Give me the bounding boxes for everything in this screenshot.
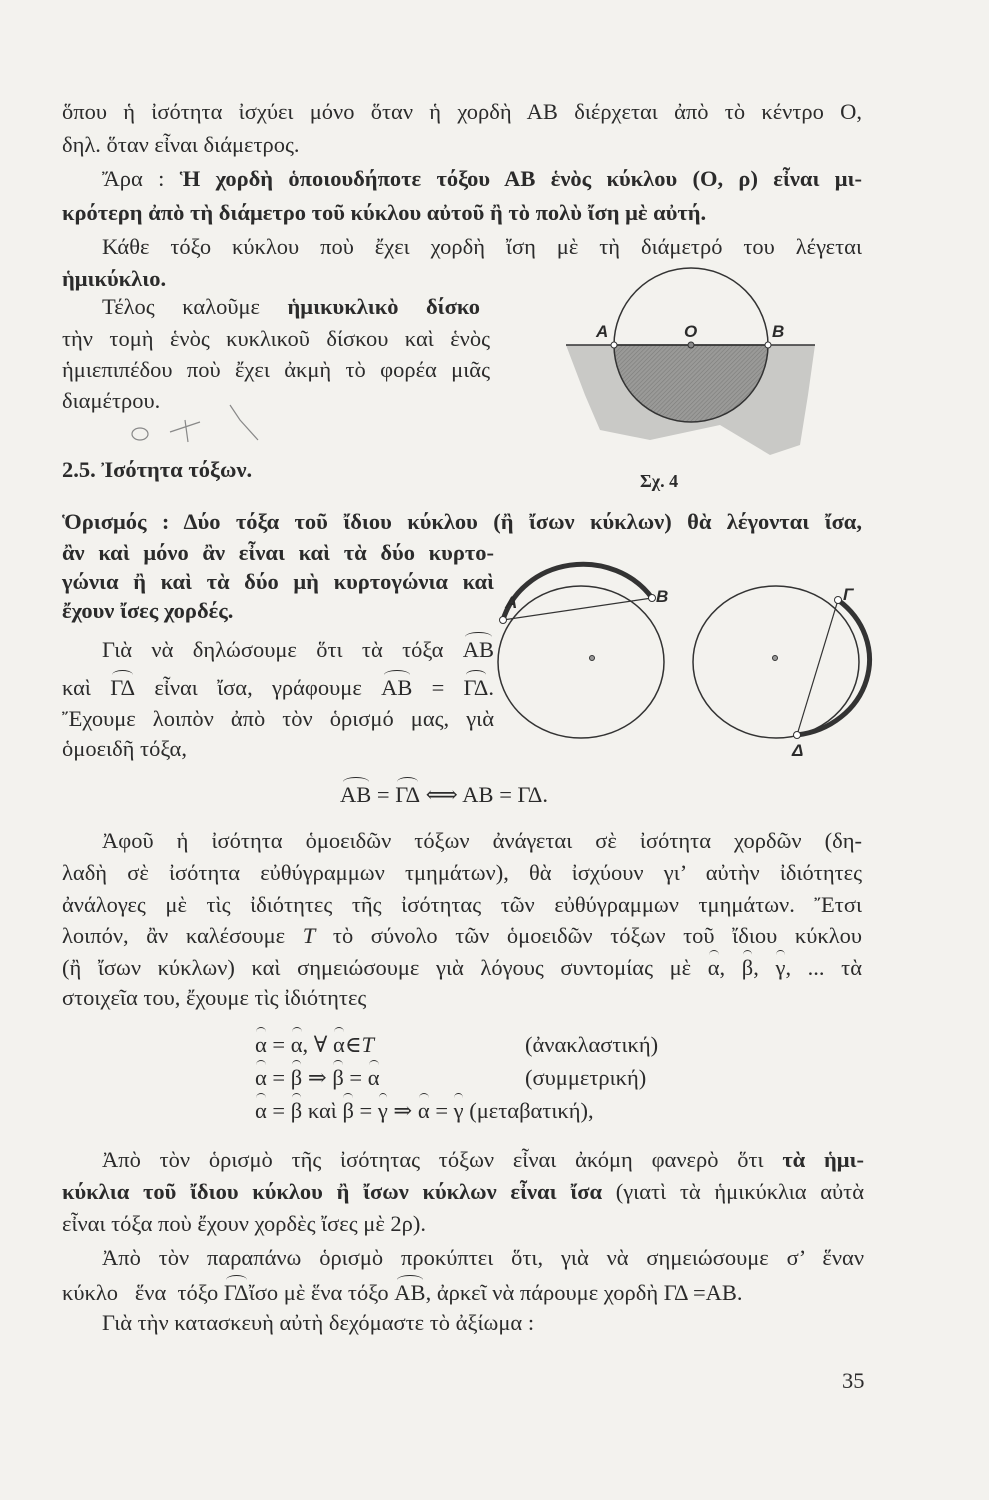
properties-line: ἀνάλογες μὲ τὶς ἰδιότητες τῆς ἰσότητας τῶν εὐθύγραμμων τμημάτων. Ἔτσι	[62, 892, 862, 917]
text: , ∀	[302, 1032, 334, 1057]
definition-line: γώνια ἢ καὶ τὰ δύο μὴ κυρτογώνια καὶ	[62, 569, 494, 594]
arc-ab-symbol: AB	[463, 635, 494, 665]
equivalence-formula	[340, 780, 548, 810]
set-t: T	[302, 923, 316, 948]
properties-line: (ἢ ἴσων κύκλων) καὶ σημειώσουμε γιὰ λόγους συντομίας μὲ α, β, γ, ... τὰ	[62, 953, 862, 983]
arc-alpha: α	[255, 1096, 267, 1126]
arc-beta: β	[342, 1096, 353, 1126]
semis-line	[102, 1145, 864, 1175]
text: (ἢ ἴσων κύκλων) καὶ σημειώσουμε γιὰ λόγους συντομίας μὲ	[62, 955, 708, 980]
arc-gamma: γ	[454, 1096, 464, 1126]
semis-line: εἶναι τόξα ποὺ ἔχουν χορδὲς ἴσες μὲ 2ρ).	[62, 1211, 426, 1236]
arc-ab-symbol: AB	[340, 780, 371, 810]
arc-beta: β	[291, 1063, 302, 1093]
point-b-label: B	[772, 322, 785, 341]
text: καὶ	[302, 1098, 343, 1123]
arc-beta: β	[291, 1096, 302, 1126]
text: Γιὰ νὰ δηλώσουμε ὅτι τὰ τόξα	[102, 637, 463, 662]
definition-line: ἂν καὶ μόνο ἂν εἶναι καὶ τὰ δύο κυρτο-	[62, 540, 494, 565]
arc-ab-symbol: AB	[394, 1278, 425, 1308]
text: (γιατὶ τὰ ἡμικύκλια αὐτὰ	[602, 1179, 865, 1204]
arc-alpha: α	[333, 1030, 345, 1060]
arc-gd-symbol: ΓΔ	[395, 780, 420, 810]
arc-alpha: α	[368, 1063, 380, 1093]
definition-line: ἔχουν ἴσες χορδές.	[62, 598, 234, 623]
text: κύκλο ἕνα τόξο	[62, 1280, 224, 1305]
construction-line	[62, 1278, 743, 1308]
notation-line	[102, 635, 494, 665]
disk-term: ἡμικυκλικὸ δίσκο	[287, 294, 480, 319]
semis-line	[62, 1177, 864, 1207]
properties-line: λαδὴ σὲ ἰσότητα εὐθύγραμμων τμημάτων), θὰ ἰσχύουν γι’ αὐτὴν ἰδιότητες	[62, 860, 862, 885]
text: =	[412, 675, 464, 700]
figure-5-equal-arcs	[498, 564, 870, 760]
figure-4-caption: Σχ. 4	[640, 471, 679, 491]
arc-alpha: α	[418, 1096, 430, 1126]
text: =	[371, 782, 396, 807]
formula-label: (συμμετρική)	[525, 1065, 647, 1090]
point-a-label: A	[596, 322, 609, 341]
notation-line: ὁμοειδῆ τόξα,	[62, 736, 187, 761]
point-d-label: Δ	[792, 741, 804, 760]
page-number: 35	[842, 1368, 865, 1393]
text: ⇒	[302, 1065, 333, 1090]
text: λοιπόν, ἂν καλέσουμε	[62, 923, 303, 948]
disk-def-line: τὴν τομὴ ἑνὸς κυκλικοῦ δίσκου καὶ ἑνὸς	[62, 326, 490, 351]
text: ⇒	[387, 1098, 418, 1123]
arc-alpha: α	[255, 1030, 267, 1060]
arc-ab-symbol: AB	[381, 673, 412, 703]
properties-line: Ἀφοῦ ἡ ἰσότητα ὁμοειδῶν τόξων ἀνάγεται σὲ ἰσότητα χορδῶν (δη-	[102, 828, 862, 853]
semicircle-def-line: Κάθε τόξο κύκλου ποὺ ἔχει χορδὴ ἴση μὲ τὴ διάμετρό του λέγεται	[102, 234, 862, 259]
arc-alpha: α	[255, 1063, 267, 1093]
text: ∈	[344, 1032, 362, 1057]
formula-transitive: α = β καὶ β = γ ⇒ α = γ (μεταβατική),	[255, 1096, 594, 1126]
disk-def-line	[102, 292, 480, 322]
point-o-label: O	[684, 322, 698, 341]
disk-def-line: διαμέτρου.	[62, 388, 161, 413]
text: καὶ	[62, 675, 111, 700]
notation-line	[62, 673, 494, 703]
figure-4-semicircular-disk	[566, 268, 815, 491]
section-heading: 2.5. Ἰσότητα τόξων.	[62, 457, 253, 482]
conclusion-line: κρότερη ἀπὸ τὴ διάμετρο τοῦ κύκλου αὐτοῦ ἢ τὸ πολὺ ἴση μὲ αὐτή.	[62, 200, 707, 225]
arc-beta: β	[742, 953, 753, 983]
paragraph-line: ὅπου ἡ ἰσότητα ἰσχύει μόνο ὅταν ἡ χορδὴ ΑΒ διέρχεται ἀπὸ τὸ κέντρο Ο,	[62, 99, 862, 124]
paragraph-line: δηλ. ὅταν εἶναι διάμετρος.	[62, 132, 300, 157]
formula-reflexive: α = α, ∀ α∈T	[255, 1030, 374, 1060]
text: .	[488, 675, 494, 700]
text: εἶναι ἴσα, γράφουμε	[135, 675, 382, 700]
properties-line	[62, 921, 862, 951]
set-t: T	[361, 1032, 374, 1057]
definition-line: Ὁρισμός : Δύο τόξα τοῦ ἴδιου κύκλου (ἢ ἴσων κύκλων) θὰ λέγονται ἴσα,	[62, 509, 862, 534]
formula-label: (ἀνακλαστική)	[525, 1032, 659, 1057]
conclusion-line	[102, 164, 862, 194]
arc-gamma: γ	[378, 1096, 388, 1126]
arc-gamma: γ	[775, 953, 785, 983]
text: ἴσο μὲ ἕνα τόξο	[248, 1280, 395, 1305]
text-bold: κύκλια τοῦ ἴδιου κύκλου ἢ ἴσων κύκλων εἶναι ἴσα	[62, 1179, 603, 1204]
conclusion-bold: Ἡ χορδὴ ὁποιουδήποτε τόξου ΑΒ ἑνὸς κύκλου (Ο, ρ) εἶναι μι-	[179, 166, 862, 191]
arc-alpha: α	[708, 953, 720, 983]
text: Ἀπὸ τὸν ὁρισμὸ τῆς ἰσότητας τόξων εἶναι ἀκόμη φανερὸ ὅτι	[102, 1147, 783, 1172]
properties-line: στοιχεῖα του, ἔχουμε τὶς ἰδιότητες	[62, 985, 367, 1010]
text: , ἀρκεῖ νὰ πάρουμε χορδὴ ΓΔ =AB.	[425, 1280, 743, 1305]
text: , ... τὰ	[785, 955, 863, 980]
arc-gd-symbol: ΓΔ	[464, 673, 489, 703]
arc-alpha: α	[291, 1030, 303, 1060]
point-a-label: A	[505, 593, 518, 612]
disk-lead: Τέλος καλοῦμε	[102, 294, 288, 319]
notation-line: Ἔχουμε λοιπὸν ἀπὸ τὸν ὁρισμό μας, γιὰ	[62, 706, 494, 731]
construction-line: Ἀπὸ τὸν παραπάνω ὁρισμὸ προκύπτει ὅτι, γιὰ νὰ σημειώσουμε σ’ ἕναν	[102, 1245, 864, 1270]
arc-gd-symbol: ΓΔ	[110, 673, 135, 703]
point-b-label: B	[656, 587, 669, 606]
formula-label: (μεταβατική),	[469, 1098, 594, 1123]
arc-gd-symbol: ΓΔ	[224, 1278, 249, 1308]
arc-ab	[503, 564, 652, 620]
text: τὸ σύνολο τῶν ὁμοειδῶν τόξων τοῦ ἴδιου κύκλου	[315, 923, 862, 948]
conclusion-lead: Ἄρα :	[102, 166, 180, 191]
semicircle-term: ἡμικύκλιο.	[62, 266, 167, 291]
arc-beta: β	[332, 1063, 343, 1093]
formula-symmetric: α = β ⇒ β = α	[255, 1063, 380, 1093]
disk-def-line: ἡμιεπιπέδου ποὺ ἔχει ἀκμὴ τὸ φορέα μιᾶς	[62, 357, 490, 382]
text: ⟺ AB = ΓΔ.	[420, 782, 548, 807]
point-g-label: Γ	[843, 585, 854, 604]
construction-line: Γιὰ τὴν κατασκευὴ αὐτὴ δεχόμαστε τὸ ἀξίωμα :	[102, 1310, 535, 1335]
text-bold: τὰ ἡμι-	[782, 1147, 864, 1172]
